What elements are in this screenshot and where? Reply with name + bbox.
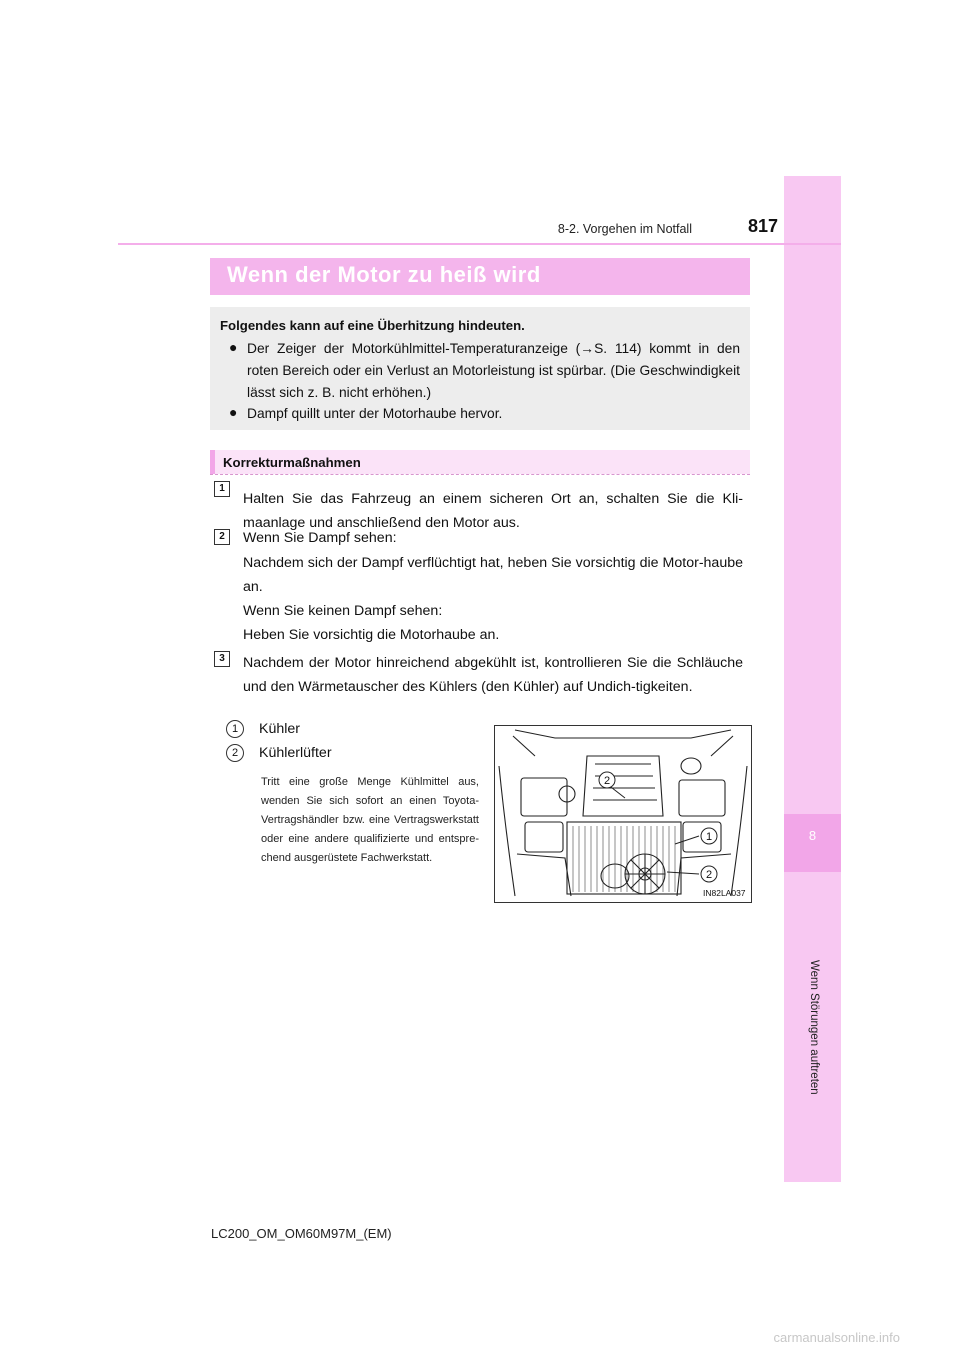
step-text: Heben Sie vorsichtig die Motorhaube an.: [243, 627, 500, 643]
legend-number: 1: [226, 720, 244, 738]
step-number-box: 3: [214, 651, 230, 667]
subheading-title: Korrekturmaßnahmen: [223, 455, 361, 470]
symptoms-heading: Folgendes kann auf eine Überhitzung hindeuten.: [220, 318, 525, 333]
page-number: 817: [747, 216, 778, 236]
document-footer: LC200_OM_OM60M97M_(EM): [211, 1226, 392, 1241]
legend-label: Kühlerlüfter: [259, 745, 332, 761]
chapter-title-vertical: [770, 960, 856, 1200]
header-rule: [118, 243, 841, 245]
step-text: Nachdem der Motor hinreichend abgekühlt ist, kontrollieren Sie die Schläuche und den Wärmetauscher des Kühlers (den Kühler) auf Undich-tigkeiten.: [243, 655, 743, 695]
legend-number: 2: [226, 744, 244, 762]
symptom-item: Dampf quillt unter der Motorhaube hervor.: [247, 406, 503, 421]
step-number-box: 2: [214, 529, 230, 545]
figure-callout: 2: [705, 869, 713, 881]
step-text: Wenn Sie keinen Dampf sehen:: [243, 603, 443, 619]
step-number-box: 1: [214, 481, 230, 497]
figure-code: IN82LA037: [703, 888, 746, 898]
bullet-icon: ●: [229, 404, 238, 420]
page-title: Wenn der Motor zu heiß wird: [227, 262, 541, 287]
section-reference: 8-2. Vorgehen im Notfall: [557, 222, 692, 236]
watermark: carmanualsonline.info: [773, 1330, 900, 1345]
bullet-icon: ●: [229, 339, 238, 355]
chapter-number: 8: [808, 828, 817, 843]
step-text: Halten Sie das Fahrzeug an einem sicheren Ort an, schalten Sie die Kli-maanlage und anschließend den Motor aus.: [243, 491, 743, 531]
step-text: Nachdem sich der Dampf verflüchtigt hat, heben Sie vorsichtig die Motor-haube an.: [243, 555, 743, 595]
engine-bay-illustration: [494, 725, 752, 903]
engine-bay-drawing: [495, 726, 751, 902]
chapter-title: Wenn Störungen auftreten: [808, 960, 820, 1095]
figure-callout: 1: [705, 831, 713, 843]
chapter-active-marker: [784, 814, 841, 872]
subheading-accent: [210, 450, 215, 474]
figure-callout: 2: [603, 775, 611, 787]
warning-note: Tritt eine große Menge Kühlmittel aus, wenden Sie sich sofort an einen Toyota-Vertragshändler bzw. eine Vertragswerkstatt oder eine andere qualifizierte und entspre-chend ausgerüstete Fachwerkstatt.: [261, 776, 479, 864]
subheading-divider: [210, 474, 750, 475]
symptom-item: Der Zeiger der Motorkühlmittel-Temperaturanzeige (→S. 114) kommt in den roten Bereich oder ein Verlust an Motorleistung ist spürbar. (Die Geschwindigkeit lässt sich z. B. nicht erhöhen.): [247, 341, 740, 400]
step-text: Wenn Sie Dampf sehen:: [243, 530, 397, 546]
legend-label: Kühler: [259, 721, 301, 737]
